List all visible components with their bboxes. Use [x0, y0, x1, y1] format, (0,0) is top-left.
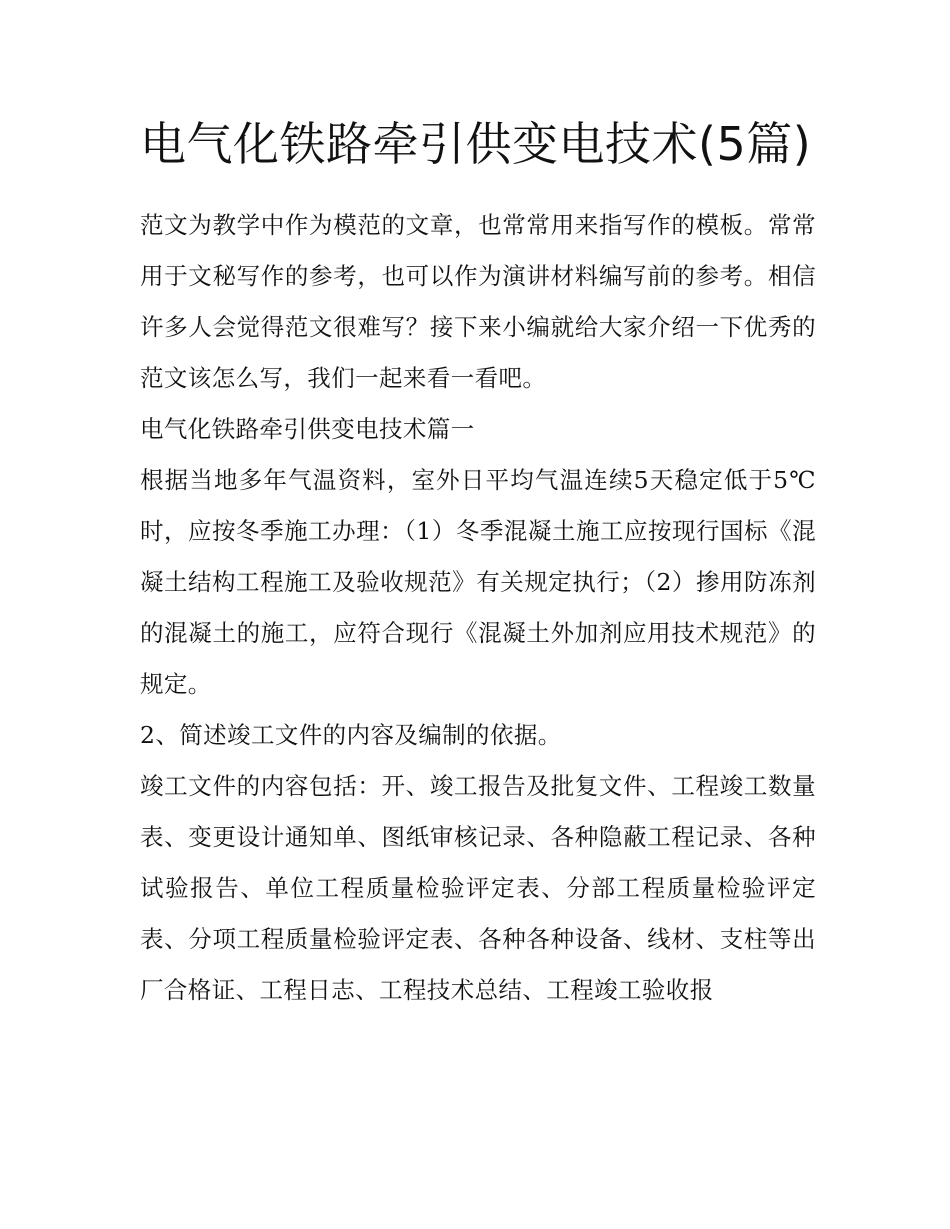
document-title: 电气化铁路牵引供变电技术(5篇) — [140, 117, 812, 171]
document-body — [140, 108, 816, 1016]
intro-paragraph: 范文为教学中作为模范的文章，也常常用来指写作的模板。常常用于文秘写作的参考，也可以作为演讲材料编写前的参考。相信许多人会觉得范文很难写？接下来小编就给大家介绍一下优秀的范文该怎么写，我们一起来看一看吧。 — [140, 211, 816, 392]
section-heading: 电气化铁路牵引供变电技术篇一 — [140, 415, 475, 443]
completion-documents-paragraph: 竣工文件的内容包括：开、竣工报告及批复文件、工程竣工数量表、变更设计通知单、图纸审核记录、各种隐蔽工程记录、各种试验报告、单位工程质量检验评定表、分部工程质量检验评定表、分项工程质量检验评定表、各种各种设备、线材、支柱等出厂合格证、工程日志、工程技术总结、工程竣工验收报 — [140, 772, 816, 1004]
winter-construction-paragraph: 根据当地多年气温资料，室外日平均气温连续5天稳定低于5℃时，应按冬季施工办理：（1）冬季混凝土施工应按现行国标《混凝土结构工程施工及验收规范》有关规定执行；（2）掺用防冻剂的混凝土的施工，应符合现行《混凝土外加剂应用技术规范》的规定。 — [140, 466, 816, 698]
question-paragraph: 2、简述竣工文件的内容及编制的依据。 — [140, 721, 562, 749]
